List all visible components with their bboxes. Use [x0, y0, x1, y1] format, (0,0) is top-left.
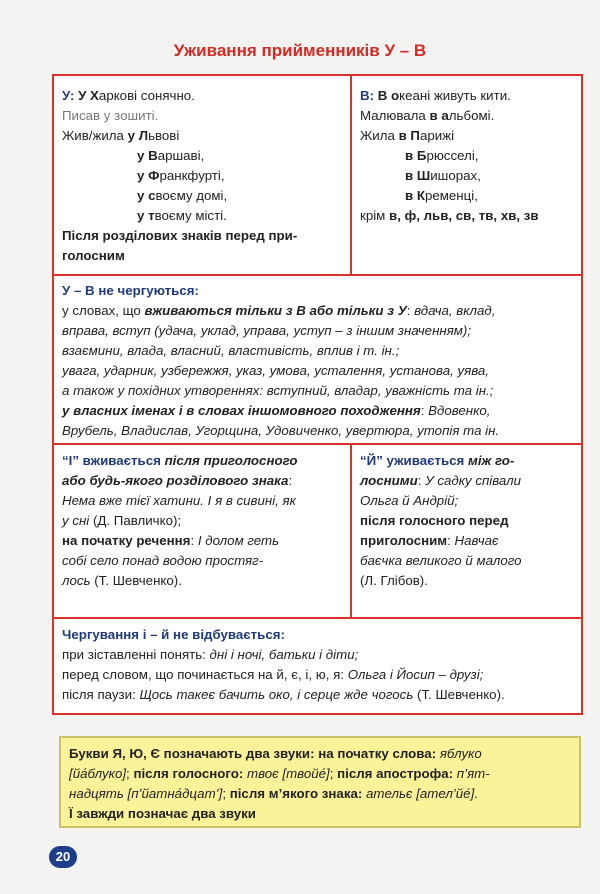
text: Ї завжди позначає два звуки — [69, 806, 256, 821]
cell-letter-j — [360, 451, 580, 591]
text: : — [420, 403, 429, 418]
text: ьвові — [148, 128, 180, 143]
text: твоє [твойе́] — [247, 766, 330, 781]
label-v: В: — [360, 88, 375, 103]
text: у с — [137, 188, 156, 203]
text: у т — [137, 208, 155, 223]
text: після приголосного — [164, 453, 298, 468]
text: о — [391, 88, 400, 103]
text: льбомі. — [448, 108, 495, 123]
note-box — [59, 736, 581, 828]
text: ременці, — [424, 188, 478, 203]
text: (Л. Глібов). — [360, 573, 428, 588]
text: : — [190, 533, 198, 548]
text: собі село понад водою простяг- — [62, 553, 264, 568]
text: баєчка великого й малого — [360, 553, 522, 568]
text: ишорах, — [430, 168, 481, 183]
text: на початку речення — [62, 533, 191, 548]
text: У — [74, 88, 91, 103]
rules-table — [52, 74, 583, 715]
text: в Б — [405, 148, 427, 163]
text: вправа, вступ (удача, уклад, управа, уступ – з іншим значенням); — [62, 323, 472, 338]
text: . — [474, 786, 478, 801]
text: ательє [ател’йе́] — [366, 786, 475, 801]
text: ; — [329, 766, 338, 781]
text: лосними — [360, 473, 418, 488]
text: у сні — [62, 513, 90, 528]
text: після голосного: — [133, 766, 247, 781]
text: Жила — [360, 128, 399, 143]
text: Навчає — [454, 533, 499, 548]
text: п’ят- — [456, 766, 490, 781]
text: Щось такеє бачить око, і серце жде чогось — [139, 687, 414, 702]
text: при зіставленні понять: — [62, 647, 210, 662]
text: а також у похідних утвореннях: вступний, владар, уважність та ін.; — [62, 383, 494, 398]
text: (Д. Павличко); — [89, 513, 182, 528]
text: голосним — [62, 248, 125, 263]
text: Ольга і Йосип – друзі; — [347, 667, 484, 682]
section-heading: У – В не чергуються: — [62, 283, 199, 298]
text: Врубель, Владислав, Угорщина, Удовиченко, увертюра, утопія та ін. — [62, 423, 500, 438]
text: воєму домі, — [155, 188, 228, 203]
cell-preposition-v — [360, 86, 580, 226]
text: приголосним — [360, 533, 448, 548]
text: “І” вживається — [62, 453, 165, 468]
text: увага, ударник, узбережжя, указ, умова, усталення, установа, уява, — [62, 363, 489, 378]
text: : — [417, 473, 426, 488]
divider — [54, 274, 581, 276]
text: Писав у зошиті. — [62, 108, 159, 123]
text: Вдовенко, — [428, 403, 491, 418]
text: Після розділових знаків перед при- — [62, 228, 298, 243]
text: або будь-якого розділового знака — [62, 473, 289, 488]
text: Букви Я, Ю, Є позначають два звуки: на початку слова: — [69, 746, 440, 761]
text: Малювала — [360, 108, 430, 123]
text: Жив/жила — [62, 128, 128, 143]
text: Х — [90, 88, 99, 103]
text: ранкфурті, — [159, 168, 225, 183]
text: яблуко — [439, 746, 482, 761]
cell-no-alternation-u-v — [62, 281, 577, 441]
cell-no-alternation-i-j — [62, 625, 577, 705]
text: в Ш — [405, 168, 431, 183]
text: лось — [62, 573, 91, 588]
section-heading: Чергування і – й не відбувається: — [62, 627, 285, 642]
page-number: 20 — [49, 846, 77, 868]
cell-preposition-u — [62, 86, 347, 266]
text: рюсселі, — [426, 148, 479, 163]
text: у В — [137, 148, 158, 163]
text: У садку співали — [425, 473, 522, 488]
text: перед словом, що починається на й, є, і, ю, я: — [62, 667, 348, 682]
text: у Ф — [137, 168, 160, 183]
text: І долом геть — [197, 533, 280, 548]
text: ; — [222, 786, 230, 801]
text: у словах, що — [62, 303, 145, 318]
cell-letter-i — [62, 451, 347, 591]
text: в а — [429, 108, 449, 123]
text: дні і ночі, батьки і діти; — [209, 647, 359, 662]
text: [йа́блуко] — [69, 766, 127, 781]
text: крім — [360, 208, 390, 223]
text: після м’якого знака: — [229, 786, 367, 801]
text: аркові сонячно. — [98, 88, 195, 103]
text: взаємини, влада, власний, властивість, вплив і т. ін.; — [62, 343, 400, 358]
label-u: У: — [62, 88, 75, 103]
divider — [350, 443, 352, 617]
text: кеані живуть кити. — [399, 88, 511, 103]
text: між го- — [467, 453, 515, 468]
text: в, ф, льв, св, тв, хв, зв — [389, 208, 539, 223]
text: аршаві, — [157, 148, 205, 163]
text: Нема вже тієї хатини. І я в сивині, як — [62, 493, 296, 508]
text: (Т. Шевченко). — [413, 687, 505, 702]
page-title: Уживання прийменників У – В — [173, 41, 427, 60]
text: : — [447, 533, 455, 548]
text: в П — [398, 128, 420, 143]
text: В — [374, 88, 392, 103]
text: ; — [126, 766, 134, 781]
text: : — [288, 473, 293, 488]
text: воєму місті. — [154, 208, 227, 223]
text: вживаються тільки з В або тільки з У — [144, 303, 407, 318]
text: (Т. Шевченко). — [90, 573, 182, 588]
text: Ольга й Андрій; — [360, 493, 459, 508]
divider — [350, 76, 352, 274]
text: арижі — [420, 128, 455, 143]
text: “Й” уживається — [360, 453, 468, 468]
text: після паузи: — [62, 687, 140, 702]
text: в К — [405, 188, 425, 203]
text: : — [406, 303, 415, 318]
divider — [54, 617, 581, 619]
text: вдача, вклад, — [414, 303, 496, 318]
divider — [54, 443, 581, 445]
text: у власних іменах і в словах іншомовного походження — [62, 403, 421, 418]
text: після голосного перед — [360, 513, 509, 528]
text: після апострофа: — [337, 766, 457, 781]
text: надцять [п’йатна́дцат’] — [69, 786, 223, 801]
text: у Л — [127, 128, 149, 143]
